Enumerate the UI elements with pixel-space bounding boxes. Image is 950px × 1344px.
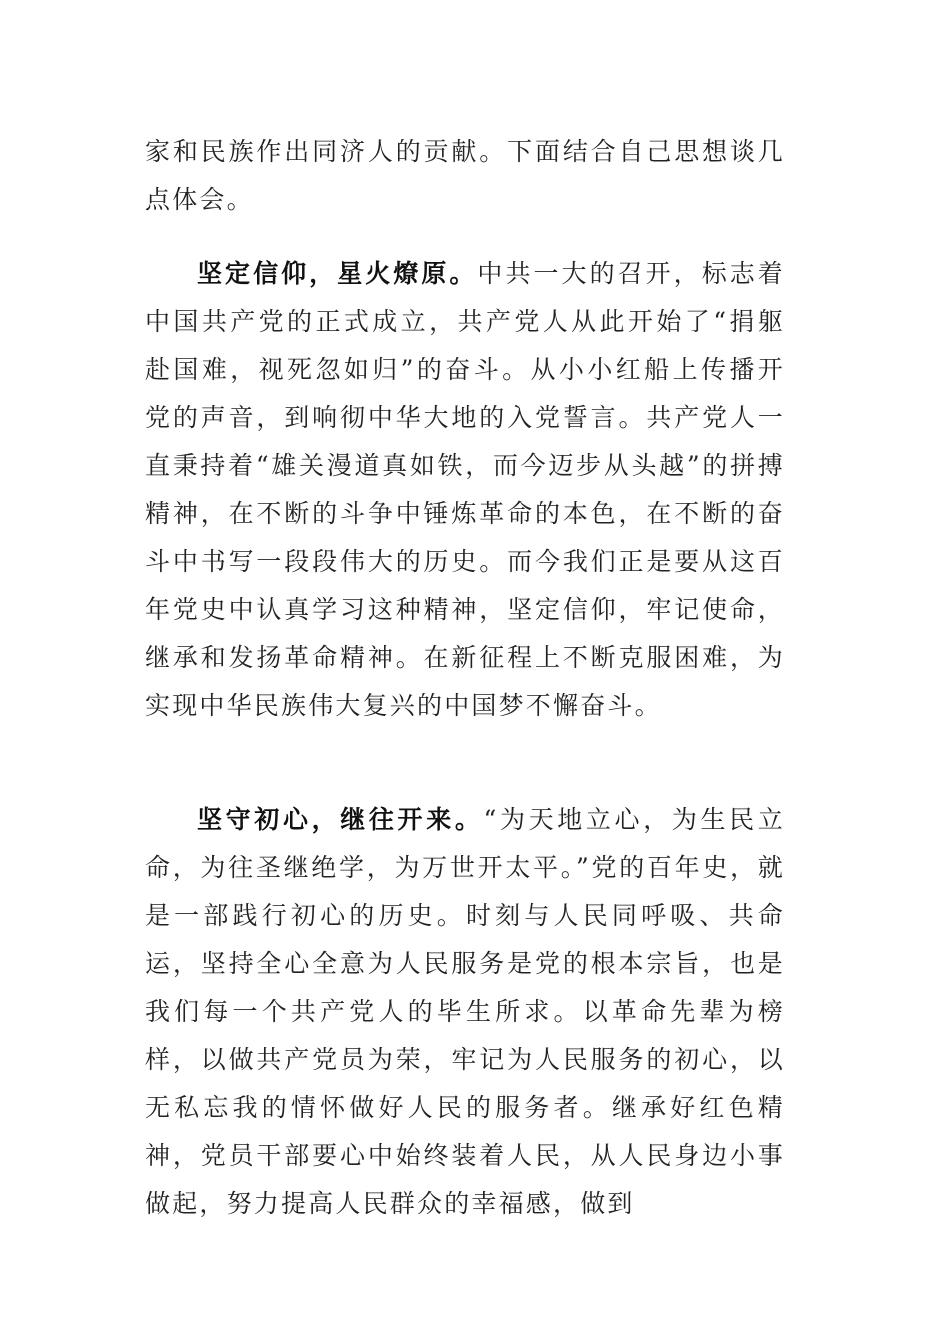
paragraph-heading: 坚定信仰，星火燎原。 [197, 259, 478, 288]
paragraph-original-aspiration [145, 796, 785, 1228]
paragraph-faith [145, 250, 785, 730]
paragraph-text: 中共一大的召开，标志着中国共产党的正式成立，共产党人从此开始了“捐躯赴国难，视死忽如归”的奋斗。从小小红船上传播开党的声音，到响彻中华大地的入党誓言。共产党人一直秉持着“雄关漫道真如铁，而今迈步从头越”的拼搏精神，在不断的斗争中锤炼革命的本色，在不断的奋斗中书写一段段伟大的历史。而今我们正是要从这百年党史中认真学习这种精神，坚定信仰，牢记使命，继承和发扬革命精神。在新征程上不断克服困难，为实现中华民族伟大复兴的中国梦不懈奋斗。 [145, 259, 785, 720]
paragraph-heading: 坚守初心，继往开来。 [197, 805, 484, 834]
paragraph-text: 家和民族作出同济人的贡献。下面结合自己思想谈几点体会。 [145, 137, 785, 214]
paragraph-text: “为天地立心，为生民立命，为往圣继绝学，为万世开太平。”党的百年史，就是一部践行初心的历史。时刻与人民同呼吸、共命运，坚持全心全意为人民服务是党的根本宗旨，也是我们每一个共产党人的毕生所求。以革命先辈为榜样，以做共产党员为荣，牢记为人民服务的初心，以无私忘我的情怀做好人民的服务者。继承好红色精神，党员干部要心中始终装着人民，从人民身边小事做起，努力提高人民群众的幸福感，做到 [145, 805, 785, 1218]
paragraph-intro-continuation [145, 128, 785, 224]
